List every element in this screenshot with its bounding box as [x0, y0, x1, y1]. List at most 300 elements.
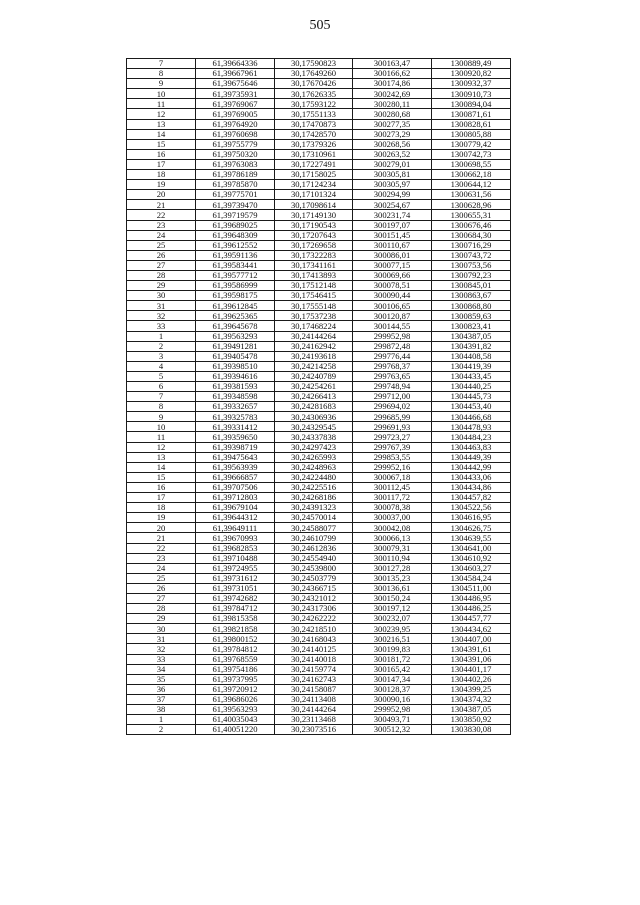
x-coordinate-cell: 300147,34 [353, 674, 432, 684]
longitude-cell: 30,24162942 [275, 341, 353, 351]
longitude-cell: 30,17341161 [275, 260, 353, 270]
table-row [127, 725, 511, 735]
table-row [127, 361, 511, 371]
table-row [127, 270, 511, 280]
x-coordinate-cell: 300242,69 [353, 89, 432, 99]
longitude-cell: 30,24266413 [275, 392, 353, 402]
longitude-cell: 30,24554940 [275, 553, 353, 563]
longitude-cell: 30,24539800 [275, 563, 353, 573]
point-number-cell: 15 [127, 139, 196, 149]
y-coordinate-cell: 1300644,12 [432, 180, 511, 190]
y-coordinate-cell: 1300910,73 [432, 89, 511, 99]
latitude-cell: 61,39742682 [196, 593, 275, 603]
longitude-cell: 30,24113408 [275, 694, 353, 704]
latitude-cell: 61,39786189 [196, 170, 275, 180]
point-number-cell: 1 [127, 715, 196, 725]
longitude-cell: 30,24265993 [275, 452, 353, 462]
table-row [127, 644, 511, 654]
longitude-cell: 30,24224480 [275, 472, 353, 482]
point-number-cell: 1 [127, 331, 196, 341]
y-coordinate-cell: 1300698,55 [432, 159, 511, 169]
longitude-cell: 30,24144264 [275, 705, 353, 715]
y-coordinate-cell: 1304584,24 [432, 573, 511, 583]
x-coordinate-cell: 300165,42 [353, 664, 432, 674]
longitude-cell: 30,17227491 [275, 159, 353, 169]
point-number-cell: 30 [127, 291, 196, 301]
table-row [127, 159, 511, 169]
table-row [127, 493, 511, 503]
point-number-cell: 17 [127, 493, 196, 503]
longitude-cell: 30,17546415 [275, 291, 353, 301]
latitude-cell: 61,39710488 [196, 553, 275, 563]
latitude-cell: 61,39381593 [196, 382, 275, 392]
latitude-cell: 61,39359650 [196, 432, 275, 442]
x-coordinate-cell: 299712,00 [353, 392, 432, 402]
x-coordinate-cell: 299748,94 [353, 382, 432, 392]
y-coordinate-cell: 1304453,40 [432, 402, 511, 412]
table-row [127, 200, 511, 210]
y-coordinate-cell: 1304387,05 [432, 705, 511, 715]
x-coordinate-cell: 300078,38 [353, 503, 432, 513]
y-coordinate-cell: 1300823,41 [432, 321, 511, 331]
y-coordinate-cell: 1304374,32 [432, 694, 511, 704]
x-coordinate-cell: 300199,83 [353, 644, 432, 654]
point-number-cell: 28 [127, 270, 196, 280]
y-coordinate-cell: 1304445,73 [432, 392, 511, 402]
latitude-cell: 61,39763083 [196, 159, 275, 169]
point-number-cell: 12 [127, 109, 196, 119]
y-coordinate-cell: 1304391,61 [432, 644, 511, 654]
coordinates-table-body [127, 59, 511, 735]
table-row [127, 694, 511, 704]
longitude-cell: 30,17470873 [275, 119, 353, 129]
latitude-cell: 61,39712803 [196, 493, 275, 503]
point-number-cell: 35 [127, 674, 196, 684]
y-coordinate-cell: 1304407,00 [432, 634, 511, 644]
latitude-cell: 61,39769067 [196, 99, 275, 109]
latitude-cell: 61,39764920 [196, 119, 275, 129]
x-coordinate-cell: 300254,67 [353, 200, 432, 210]
y-coordinate-cell: 1304466,68 [432, 412, 511, 422]
latitude-cell: 61,39563293 [196, 331, 275, 341]
latitude-cell: 61,39731051 [196, 583, 275, 593]
y-coordinate-cell: 1300845,01 [432, 281, 511, 291]
latitude-cell: 61,39670993 [196, 533, 275, 543]
x-coordinate-cell: 300280,11 [353, 99, 432, 109]
latitude-cell: 61,39682853 [196, 543, 275, 553]
point-number-cell: 21 [127, 533, 196, 543]
y-coordinate-cell: 1304408,58 [432, 351, 511, 361]
longitude-cell: 30,24225516 [275, 482, 353, 492]
x-coordinate-cell: 300079,31 [353, 543, 432, 553]
longitude-cell: 30,24391323 [275, 503, 353, 513]
y-coordinate-cell: 1304641,00 [432, 543, 511, 553]
point-number-cell: 6 [127, 382, 196, 392]
table-row [127, 149, 511, 159]
longitude-cell: 30,17593122 [275, 99, 353, 109]
longitude-cell: 30,17551133 [275, 109, 353, 119]
point-number-cell: 25 [127, 573, 196, 583]
point-number-cell: 27 [127, 260, 196, 270]
x-coordinate-cell: 299952,98 [353, 331, 432, 341]
table-row [127, 250, 511, 260]
longitude-cell: 30,17207643 [275, 230, 353, 240]
longitude-cell: 30,24168043 [275, 634, 353, 644]
point-number-cell: 7 [127, 392, 196, 402]
longitude-cell: 30,24317306 [275, 604, 353, 614]
latitude-cell: 61,39769005 [196, 109, 275, 119]
latitude-cell: 61,39724955 [196, 563, 275, 573]
latitude-cell: 61,39649111 [196, 523, 275, 533]
table-row [127, 563, 511, 573]
y-coordinate-cell: 1304433,45 [432, 371, 511, 381]
longitude-cell: 30,17269658 [275, 240, 353, 250]
x-coordinate-cell: 300279,01 [353, 159, 432, 169]
latitude-cell: 61,39815358 [196, 614, 275, 624]
latitude-cell: 61,39491281 [196, 341, 275, 351]
y-coordinate-cell: 1304626,75 [432, 523, 511, 533]
longitude-cell: 30,17626335 [275, 89, 353, 99]
x-coordinate-cell: 300069,66 [353, 270, 432, 280]
y-coordinate-cell: 1300859,63 [432, 311, 511, 321]
x-coordinate-cell: 299767,39 [353, 442, 432, 452]
x-coordinate-cell: 300110,67 [353, 240, 432, 250]
point-number-cell: 5 [127, 371, 196, 381]
y-coordinate-cell: 1300792,23 [432, 270, 511, 280]
table-row [127, 422, 511, 432]
longitude-cell: 30,17124234 [275, 180, 353, 190]
y-coordinate-cell: 1304522,56 [432, 503, 511, 513]
latitude-cell: 61,39645678 [196, 321, 275, 331]
table-row [127, 59, 511, 69]
x-coordinate-cell: 300090,44 [353, 291, 432, 301]
point-number-cell: 38 [127, 705, 196, 715]
latitude-cell: 61,39475643 [196, 452, 275, 462]
table-row [127, 583, 511, 593]
longitude-cell: 30,17413893 [275, 270, 353, 280]
table-row [127, 281, 511, 291]
longitude-cell: 30,24297423 [275, 442, 353, 452]
x-coordinate-cell: 300216,51 [353, 634, 432, 644]
x-coordinate-cell: 300117,72 [353, 493, 432, 503]
y-coordinate-cell: 1304486,25 [432, 604, 511, 614]
point-number-cell: 11 [127, 432, 196, 442]
y-coordinate-cell: 1304419,39 [432, 361, 511, 371]
x-coordinate-cell: 300112,45 [353, 482, 432, 492]
point-number-cell: 2 [127, 341, 196, 351]
longitude-cell: 30,17101324 [275, 190, 353, 200]
point-number-cell: 16 [127, 149, 196, 159]
x-coordinate-cell: 299691,93 [353, 422, 432, 432]
table-row [127, 119, 511, 129]
y-coordinate-cell: 1303850,92 [432, 715, 511, 725]
longitude-cell: 30,17158025 [275, 170, 353, 180]
table-row [127, 432, 511, 442]
x-coordinate-cell: 300067,18 [353, 472, 432, 482]
x-coordinate-cell: 300077,15 [353, 260, 432, 270]
latitude-cell: 61,39625365 [196, 311, 275, 321]
longitude-cell: 30,17190543 [275, 220, 353, 230]
latitude-cell: 61,39666857 [196, 472, 275, 482]
point-number-cell: 22 [127, 210, 196, 220]
point-number-cell: 29 [127, 281, 196, 291]
table-row [127, 109, 511, 119]
latitude-cell: 61,39332657 [196, 402, 275, 412]
x-coordinate-cell: 299776,44 [353, 351, 432, 361]
y-coordinate-cell: 1304434,86 [432, 482, 511, 492]
table-row [127, 351, 511, 361]
longitude-cell: 30,24306936 [275, 412, 353, 422]
longitude-cell: 30,24503779 [275, 573, 353, 583]
point-number-cell: 33 [127, 321, 196, 331]
latitude-cell: 61,39398510 [196, 361, 275, 371]
point-number-cell: 8 [127, 402, 196, 412]
latitude-cell: 61,39612845 [196, 301, 275, 311]
longitude-cell: 30,24193618 [275, 351, 353, 361]
x-coordinate-cell: 300268,56 [353, 139, 432, 149]
x-coordinate-cell: 300120,87 [353, 311, 432, 321]
x-coordinate-cell: 300166,62 [353, 69, 432, 79]
table-row [127, 593, 511, 603]
latitude-cell: 61,39325783 [196, 412, 275, 422]
x-coordinate-cell: 300280,68 [353, 109, 432, 119]
longitude-cell: 30,24240789 [275, 371, 353, 381]
latitude-cell: 61,39394616 [196, 371, 275, 381]
longitude-cell: 30,23073516 [275, 725, 353, 735]
x-coordinate-cell: 299763,65 [353, 371, 432, 381]
table-row [127, 533, 511, 543]
y-coordinate-cell: 1300676,46 [432, 220, 511, 230]
y-coordinate-cell: 1304457,77 [432, 614, 511, 624]
x-coordinate-cell: 300078,51 [353, 281, 432, 291]
latitude-cell: 61,39785870 [196, 180, 275, 190]
longitude-cell: 30,24162743 [275, 674, 353, 684]
x-coordinate-cell: 300174,86 [353, 79, 432, 89]
point-number-cell: 20 [127, 523, 196, 533]
latitude-cell: 61,39821858 [196, 624, 275, 634]
table-row [127, 472, 511, 482]
latitude-cell: 61,39648309 [196, 230, 275, 240]
latitude-cell: 61,39739470 [196, 200, 275, 210]
y-coordinate-cell: 1300753,56 [432, 260, 511, 270]
x-coordinate-cell: 300090,16 [353, 694, 432, 704]
latitude-cell: 61,39667961 [196, 69, 275, 79]
y-coordinate-cell: 1300655,31 [432, 210, 511, 220]
latitude-cell: 61,39612552 [196, 240, 275, 250]
y-coordinate-cell: 1300631,56 [432, 190, 511, 200]
longitude-cell: 30,17590823 [275, 59, 353, 69]
x-coordinate-cell: 300110,94 [353, 553, 432, 563]
y-coordinate-cell: 1300628,96 [432, 200, 511, 210]
y-coordinate-cell: 1304434,62 [432, 624, 511, 634]
latitude-cell: 61,39405478 [196, 351, 275, 361]
latitude-cell: 61,39563939 [196, 462, 275, 472]
point-number-cell: 28 [127, 604, 196, 614]
x-coordinate-cell: 300144,55 [353, 321, 432, 331]
longitude-cell: 30,24570014 [275, 513, 353, 523]
latitude-cell: 61,39563293 [196, 705, 275, 715]
point-number-cell: 12 [127, 442, 196, 452]
y-coordinate-cell: 1304478,93 [432, 422, 511, 432]
x-coordinate-cell: 299952,16 [353, 462, 432, 472]
table-row [127, 462, 511, 472]
y-coordinate-cell: 1304616,95 [432, 513, 511, 523]
point-number-cell: 19 [127, 180, 196, 190]
x-coordinate-cell: 300086,01 [353, 250, 432, 260]
x-coordinate-cell: 300493,71 [353, 715, 432, 725]
y-coordinate-cell: 1304603,27 [432, 563, 511, 573]
point-number-cell: 34 [127, 664, 196, 674]
table-row [127, 543, 511, 553]
x-coordinate-cell: 299723,27 [353, 432, 432, 442]
longitude-cell: 30,24612836 [275, 543, 353, 553]
point-number-cell: 27 [127, 593, 196, 603]
x-coordinate-cell: 300231,74 [353, 210, 432, 220]
table-row [127, 220, 511, 230]
table-row [127, 301, 511, 311]
y-coordinate-cell: 1304639,55 [432, 533, 511, 543]
table-row [127, 230, 511, 240]
longitude-cell: 30,17322283 [275, 250, 353, 260]
x-coordinate-cell: 299768,37 [353, 361, 432, 371]
y-coordinate-cell: 1304391,82 [432, 341, 511, 351]
point-number-cell: 31 [127, 301, 196, 311]
point-number-cell: 13 [127, 452, 196, 462]
point-number-cell: 25 [127, 240, 196, 250]
longitude-cell: 30,24248963 [275, 462, 353, 472]
table-row [127, 69, 511, 79]
point-number-cell: 10 [127, 89, 196, 99]
point-number-cell: 33 [127, 654, 196, 664]
longitude-cell: 30,24140018 [275, 654, 353, 664]
table-row [127, 654, 511, 664]
y-coordinate-cell: 1300932,37 [432, 79, 511, 89]
point-number-cell: 14 [127, 462, 196, 472]
table-row [127, 513, 511, 523]
table-row [127, 331, 511, 341]
y-coordinate-cell: 1300863,67 [432, 291, 511, 301]
table-row [127, 392, 511, 402]
point-number-cell: 30 [127, 624, 196, 634]
point-number-cell: 37 [127, 694, 196, 704]
latitude-cell: 61,39707506 [196, 482, 275, 492]
point-number-cell: 29 [127, 614, 196, 624]
point-number-cell: 36 [127, 684, 196, 694]
table-row [127, 79, 511, 89]
latitude-cell: 61,39591136 [196, 250, 275, 260]
y-coordinate-cell: 1300684,30 [432, 230, 511, 240]
table-row [127, 503, 511, 513]
x-coordinate-cell: 299952,98 [353, 705, 432, 715]
table-row [127, 523, 511, 533]
table-row [127, 634, 511, 644]
table-row [127, 402, 511, 412]
x-coordinate-cell: 300294,99 [353, 190, 432, 200]
point-number-cell: 7 [127, 59, 196, 69]
x-coordinate-cell: 299853,55 [353, 452, 432, 462]
latitude-cell: 61,40051220 [196, 725, 275, 735]
latitude-cell: 61,39675646 [196, 79, 275, 89]
table-row [127, 442, 511, 452]
table-row [127, 240, 511, 250]
y-coordinate-cell: 1300920,82 [432, 69, 511, 79]
y-coordinate-cell: 1304486,95 [432, 593, 511, 603]
page-number: 505 [309, 18, 331, 33]
x-coordinate-cell: 300239,95 [353, 624, 432, 634]
latitude-cell: 61,39800152 [196, 634, 275, 644]
y-coordinate-cell: 1304442,99 [432, 462, 511, 472]
longitude-cell: 30,24321012 [275, 593, 353, 603]
point-number-cell: 18 [127, 170, 196, 180]
y-coordinate-cell: 1304391,06 [432, 654, 511, 664]
x-coordinate-cell: 300150,24 [353, 593, 432, 603]
x-coordinate-cell: 299872,48 [353, 341, 432, 351]
table-row [127, 624, 511, 634]
y-coordinate-cell: 1300716,29 [432, 240, 511, 250]
table-row [127, 371, 511, 381]
y-coordinate-cell: 1304511,00 [432, 583, 511, 593]
y-coordinate-cell: 1300743,72 [432, 250, 511, 260]
table-row [127, 482, 511, 492]
point-number-cell: 22 [127, 543, 196, 553]
latitude-cell: 61,39760698 [196, 129, 275, 139]
y-coordinate-cell: 1304433,06 [432, 472, 511, 482]
point-number-cell: 2 [127, 725, 196, 735]
x-coordinate-cell: 300273,29 [353, 129, 432, 139]
table-row [127, 139, 511, 149]
longitude-cell: 30,17428570 [275, 129, 353, 139]
x-coordinate-cell: 300197,12 [353, 604, 432, 614]
table-row [127, 674, 511, 684]
x-coordinate-cell: 300151,45 [353, 230, 432, 240]
point-number-cell: 32 [127, 311, 196, 321]
y-coordinate-cell: 1304484,23 [432, 432, 511, 442]
latitude-cell: 61,39398719 [196, 442, 275, 452]
latitude-cell: 61,39775701 [196, 190, 275, 200]
table-row [127, 99, 511, 109]
y-coordinate-cell: 1304399,25 [432, 684, 511, 694]
point-number-cell: 23 [127, 220, 196, 230]
x-coordinate-cell: 300066,13 [353, 533, 432, 543]
latitude-cell: 61,39768559 [196, 654, 275, 664]
point-number-cell: 15 [127, 472, 196, 482]
longitude-cell: 30,24329545 [275, 422, 353, 432]
table-row [127, 614, 511, 624]
longitude-cell: 30,24214258 [275, 361, 353, 371]
longitude-cell: 30,24366715 [275, 583, 353, 593]
table-row [127, 705, 511, 715]
table-row [127, 321, 511, 331]
point-number-cell: 8 [127, 69, 196, 79]
table-row [127, 604, 511, 614]
latitude-cell: 61,39755779 [196, 139, 275, 149]
x-coordinate-cell: 300127,28 [353, 563, 432, 573]
y-coordinate-cell: 1300889,49 [432, 59, 511, 69]
table-row [127, 452, 511, 462]
point-number-cell: 18 [127, 503, 196, 513]
longitude-cell: 30,24337838 [275, 432, 353, 442]
x-coordinate-cell: 300037,00 [353, 513, 432, 523]
point-number-cell: 9 [127, 79, 196, 89]
latitude-cell: 61,39583441 [196, 260, 275, 270]
point-number-cell: 10 [127, 422, 196, 432]
point-number-cell: 26 [127, 250, 196, 260]
point-number-cell: 17 [127, 159, 196, 169]
table-row [127, 311, 511, 321]
x-coordinate-cell: 300277,35 [353, 119, 432, 129]
y-coordinate-cell: 1304463,83 [432, 442, 511, 452]
y-coordinate-cell: 1304449,39 [432, 452, 511, 462]
